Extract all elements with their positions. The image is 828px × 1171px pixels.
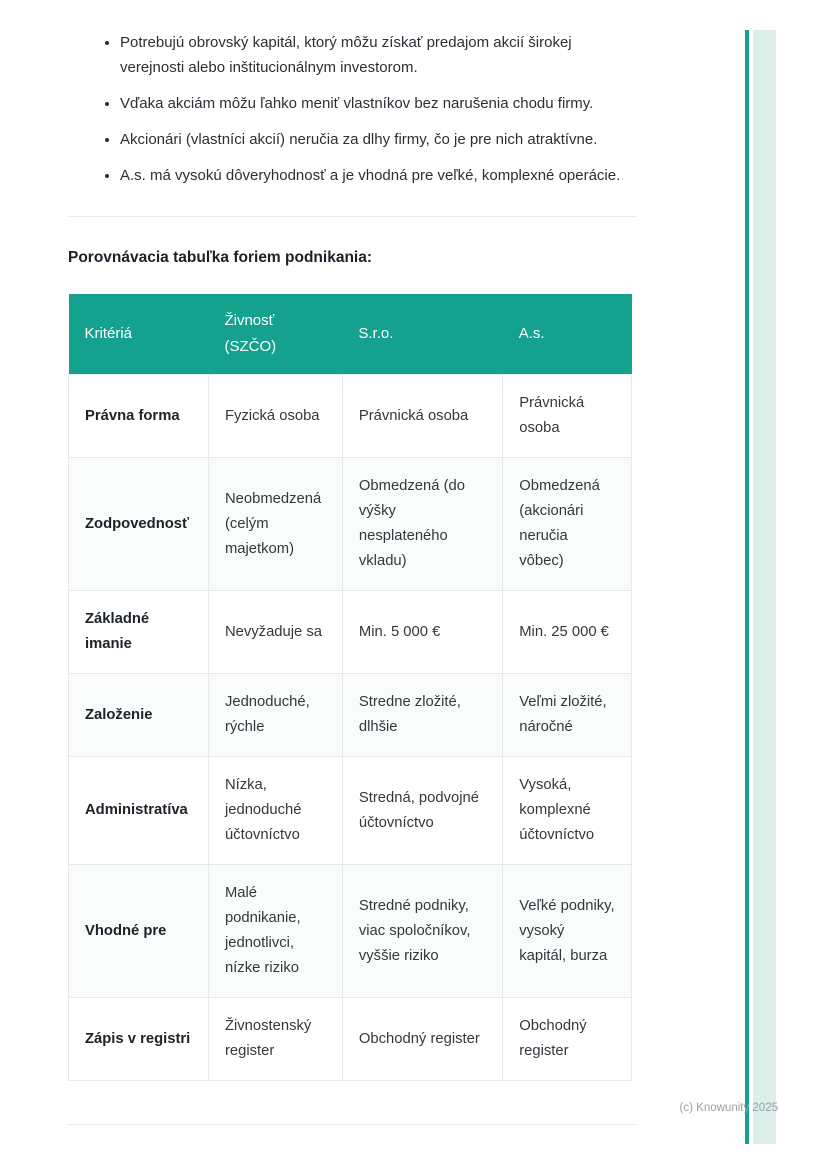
table-row	[69, 375, 632, 458]
criterion-cell: Základné imanie	[69, 591, 209, 674]
value-cell: Živnostenský register	[208, 998, 342, 1081]
page-edge-strip	[753, 30, 776, 1144]
page-edge-accent-bar	[745, 30, 749, 1144]
value-cell: Neobmedzená (celým majetkom)	[208, 458, 342, 591]
criterion-cell: Vhodné pre	[69, 865, 209, 998]
value-cell: Nízka, jednoduché účtovníctvo	[208, 757, 342, 865]
value-cell: Obchodný register	[342, 998, 502, 1081]
table-row	[69, 591, 632, 674]
value-cell: Jednoduché, rýchle	[208, 674, 342, 757]
value-cell: Veľké podniky, vysoký kapitál, burza	[503, 865, 632, 998]
value-cell: Vysoká, komplexné účtovníctvo	[503, 757, 632, 865]
value-cell: Malé podnikanie, jednotlivci, nízke riziko	[208, 865, 342, 998]
document-content	[68, 30, 637, 1125]
bullet-item: • A.s. má vysokú dôveryhodnosť a je vhodná pre veľké, komplexné operácie.	[120, 163, 637, 188]
section-divider-bottom	[68, 1124, 637, 1125]
value-cell: Veľmi zložité, náročné	[503, 674, 632, 757]
criterion-cell: Administratíva	[69, 757, 209, 865]
criterion-cell: Právna forma	[69, 375, 209, 458]
table-header-row	[69, 294, 632, 375]
table-row	[69, 998, 632, 1081]
bullet-item: • Vďaka akciám môžu ľahko meniť vlastníkov bez narušenia chodu firmy.	[120, 91, 637, 116]
value-cell: Právnická osoba	[342, 375, 502, 458]
value-cell: Právnická osoba	[503, 375, 632, 458]
table-row	[69, 458, 632, 591]
value-cell: Stredne zložité, dlhšie	[342, 674, 502, 757]
value-cell: Nevyžaduje sa	[208, 591, 342, 674]
value-cell: Obmedzená (do výšky nesplateného vkladu)	[342, 458, 502, 591]
value-cell: Min. 5 000 €	[342, 591, 502, 674]
table-header-sro: S.r.o.	[342, 294, 502, 375]
comparison-table	[68, 294, 632, 1081]
value-cell: Min. 25 000 €	[503, 591, 632, 674]
table-header-zivnost: Živnosť (SZČO)	[208, 294, 342, 375]
value-cell: Fyzická osoba	[208, 375, 342, 458]
watermark: (c) Knowunity 2025	[679, 1102, 778, 1114]
bullet-item: • Akcionári (vlastníci akcií) neručia za dlhy firmy, čo je pre nich atraktívne.	[120, 127, 637, 152]
table-header-as: A.s.	[503, 294, 632, 375]
criterion-cell: Založenie	[69, 674, 209, 757]
table-row	[69, 757, 632, 865]
value-cell: Stredné podniky, viac spoločníkov, vyššie riziko	[342, 865, 502, 998]
table-row	[69, 674, 632, 757]
table-header-criteria: Kritériá	[69, 294, 209, 375]
value-cell: Obmedzená (akcionári neručia vôbec)	[503, 458, 632, 591]
section-divider-top	[68, 216, 637, 217]
section-heading: Porovnávacia tabuľka foriem podnikania:	[68, 249, 372, 266]
bullet-item: • Potrebujú obrovský kapitál, ktorý môžu získať predajom akcií širokej verejnosti alebo inštitucionálnym investorom.	[120, 30, 637, 80]
value-cell: Stredná, podvojné účtovníctvo	[342, 757, 502, 865]
table-row	[69, 865, 632, 998]
criterion-cell: Zápis v registri	[69, 998, 209, 1081]
value-cell: Obchodný register	[503, 998, 632, 1081]
criterion-cell: Zodpovednosť	[69, 458, 209, 591]
bullet-list	[68, 30, 637, 188]
